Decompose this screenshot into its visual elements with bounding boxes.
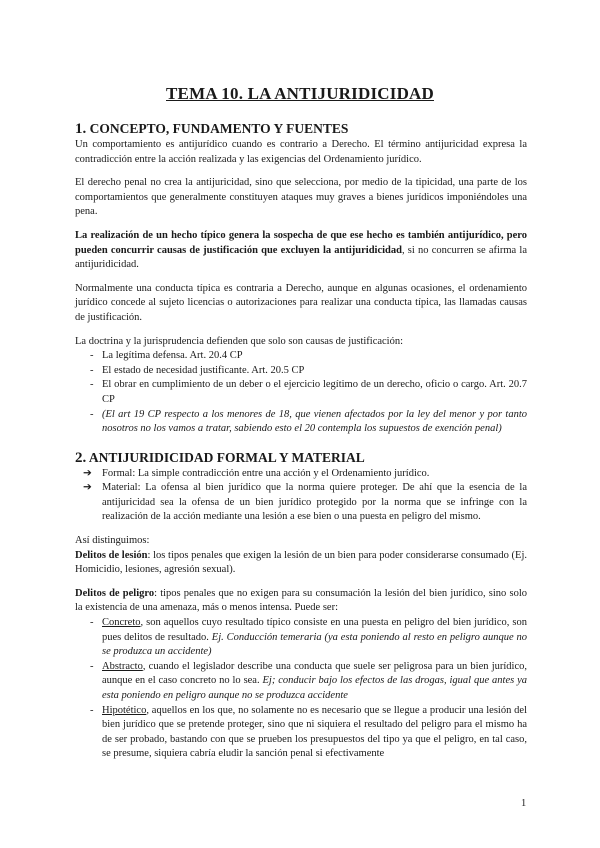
section-2-heading bbox=[75, 449, 527, 467]
arrow-icon: ➔ bbox=[83, 467, 92, 479]
list-item bbox=[75, 481, 527, 525]
delitos-de-peligro bbox=[75, 587, 527, 616]
section-1-title: CONCEPTO, FUNDAMENTO Y FUENTES bbox=[89, 121, 349, 136]
section-2-title: ANTIJURIDICIDAD FORMAL Y MATERIAL bbox=[88, 449, 365, 465]
list-item: - La legítima defensa. Art. 20.4 CP bbox=[75, 349, 527, 364]
justification-causes-list bbox=[75, 349, 527, 437]
abstracto-example: Ej; conducir bajo los efectos de las drogas, igual que antes ya esta poniendo en peligro aunque no se produzca accidente bbox=[102, 675, 527, 701]
hipotetico-text: , aquellos en los que, no solamente no es necesario que se llegue a producir una lesión del bien jurídico que se pretende proteger, sino que ni siquiera el resultado del peligro para el mismo ha de ser probado, bastando con que se prueben los presupuestos del tipo ya que el peligro, en tal caso, se presume, siquiera cabría eludir la sanción penal si efectivamente bbox=[102, 704, 527, 760]
material-definition: Material: La ofensa al bien jurídico que la norma quiere proteger. De ahí que la esencia de la antijuricidad sea la ofensa de un bien jurídico protegido por la norma que se infringe con la realización de la acción mediante una lesión a ese bien o una puesta en peligro del mismo. bbox=[102, 482, 527, 523]
list-item: - El estado de necesidad justificante. Art. 20.5 CP bbox=[75, 364, 527, 379]
concreto-example: Ej. Conducción temeraria (ya esta poniendo al resto en peligro aunque no se produzca un accidente) bbox=[102, 631, 527, 658]
section-1-heading bbox=[75, 120, 527, 138]
delitos-de-peligro-label: Delitos de peligro bbox=[75, 587, 155, 599]
page-title: TEMA 10. LA ANTIJURIDICIDAD bbox=[166, 84, 434, 103]
hipotetico-label: Hipotético bbox=[102, 704, 147, 716]
section-1-number: 1. bbox=[75, 121, 87, 137]
asi-distinguimos: Así distinguimos: bbox=[75, 535, 150, 547]
delitos-de-lesion-label: Delitos de lesión bbox=[75, 549, 148, 561]
abstracto-text: , cuando el legislador describe una conducta que suele ser peligrosa para un bien jurídico, aunque en el caso concreto no lo sea. bbox=[102, 660, 527, 687]
page-number: 1 bbox=[521, 798, 527, 809]
peligro-types-list bbox=[75, 616, 527, 762]
arrow-icon: ➔ bbox=[83, 482, 92, 494]
delitos-de-peligro-text: : tipos penales que no exigen para su consumación la lesión del bien jurídico, sino solo la existencia de una amenaza, más o menos intensa. Puede ser: bbox=[75, 587, 527, 614]
concreto-label: Concreto bbox=[102, 617, 141, 629]
section-1-paragraph-2: El derecho penal no crea la antijuricidad, sino que selecciona, por medio de la tipicidad, una parte de los comportamientos que generalmente constituyen ataques muy graves a bienes jurídicos imponiéndoles una pena. bbox=[75, 177, 527, 218]
list-item bbox=[75, 408, 527, 437]
key-statement-bold: La realización de un hecho típico genera la sospecha de que ese hecho es también antijurídico, pero pueden concurrir causas de justificación que excluyen la antijuridicidad bbox=[75, 229, 527, 256]
formal-definition: Formal: La simple contradicción entre una acción y el Ordenamiento jurídico. bbox=[102, 467, 430, 479]
section-1-paragraph-5: La doctrina y la jurisprudencia defienden que solo son causas de justificación: bbox=[75, 335, 404, 347]
key-statement-rest: , si no concurren se afirma la antijuridicidad. bbox=[75, 244, 527, 271]
delitos-de-lesion bbox=[75, 549, 527, 578]
list-item bbox=[75, 660, 527, 704]
list-item: - El obrar en cumplimiento de un deber o el ejercicio legítimo de un derecho, oficio o cargo. Art. 20.7 CP bbox=[75, 378, 527, 407]
concreto-text: , son aquellos cuyo resultado típico consiste en una puesta en peligro del bien jurídico, son pues delitos de resultado. bbox=[102, 617, 527, 643]
list-item bbox=[75, 704, 527, 762]
section-1-paragraph-3 bbox=[75, 229, 527, 273]
list-item bbox=[75, 467, 527, 482]
section-2-number: 2. bbox=[75, 449, 87, 466]
list-item bbox=[75, 616, 527, 660]
abstracto-label: Abstracto bbox=[102, 660, 143, 672]
delitos-de-lesion-text: : los tipos penales que exigen la lesión de un bien para poder considerarse consumado (Ej. Homicidio, lesiones, agresión sexual). bbox=[75, 549, 527, 576]
document-body bbox=[75, 120, 527, 762]
section-1-paragraph-4: Normalmente una conducta típica es contraria a Derecho, aunque en algunas ocasiones, el ordenamiento jurídico concede al sujeto licencias o autorizaciones para realizar una conducta típica, las llamadas causas de justificación. bbox=[75, 282, 527, 323]
antijuridicidad-types-list bbox=[75, 467, 527, 525]
section-1-paragraph-1: Un comportamiento es antijurídico cuando es contrario a Derecho. El término antijuricidad expresa la contradicción entre la acción realizada y las exigencias del Ordenamiento jurídico. bbox=[75, 139, 527, 165]
note-italic: (El art 19 CP respecto a los menores de 18, que vienen afectados por la ley del menor y por tanto nosotros no los vamos a tratar, sabiendo esto el 20 contempla los supuestos de exención penal) bbox=[102, 408, 527, 435]
